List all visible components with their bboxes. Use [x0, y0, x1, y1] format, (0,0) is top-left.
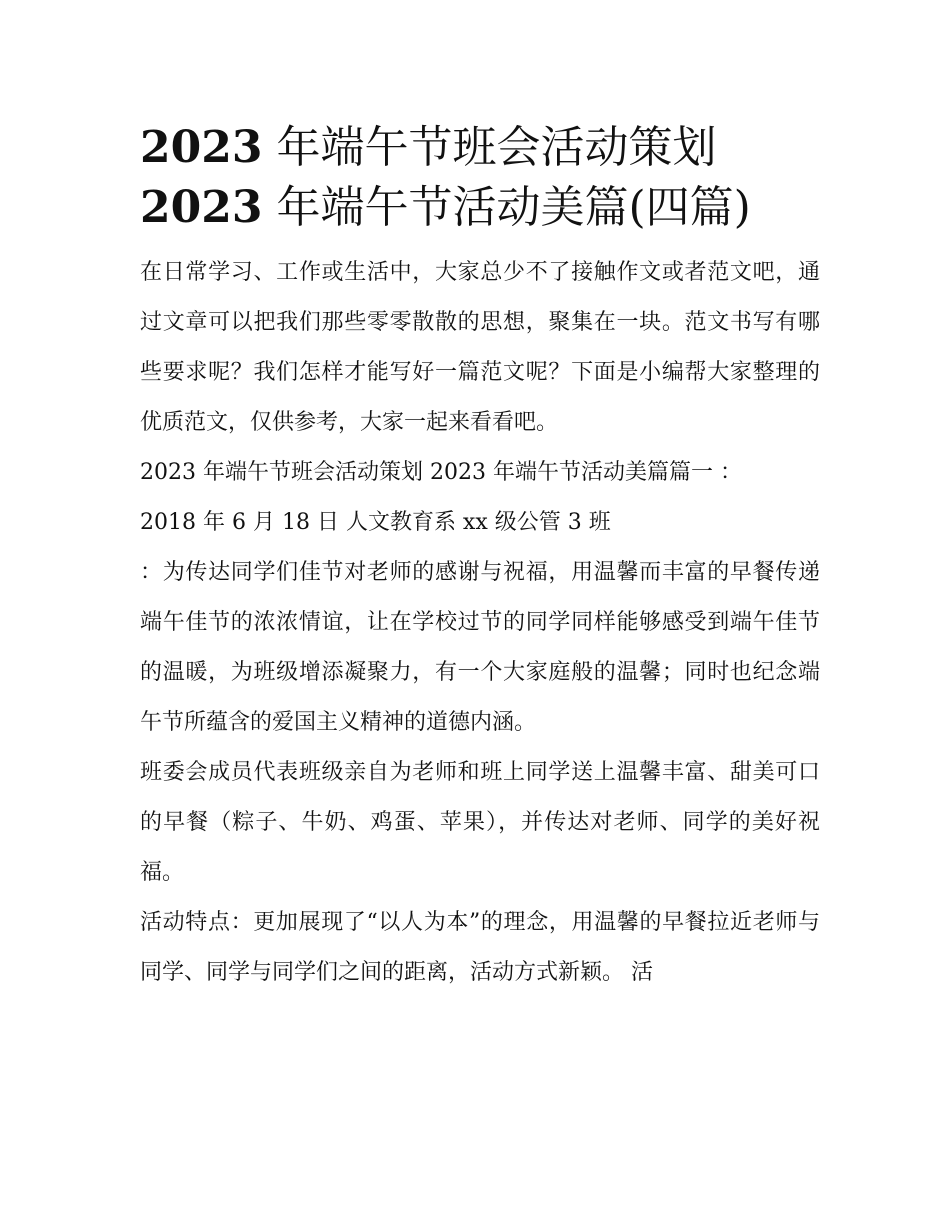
- features-paragraph: 活动特点：更加展现了“以人为本”的理念，用温馨的早餐拉近老师与同学、同学与同学们之间的距离，活动方式新颖。 活: [140, 910, 820, 985]
- section-heading: 2023 年端午节班会活动策划 2023 年端午节活动美篇篇一 ：: [140, 460, 742, 485]
- document-title: [140, 118, 820, 238]
- title-year-2: 2023: [140, 182, 263, 233]
- title-line-2: [140, 178, 820, 238]
- purpose-paragraph: ：为传达同学们佳节对老师的感谢与祝福，用温馨而丰富的早餐传递端午佳节的浓浓情谊，让在学校过节的同学同样能够感受到端午佳节的温暖，为班级增添凝聚力，有一个大家庭般的温馨；同时也纪念端午节所蕴含的爱国主义精神的道德内涵。: [140, 560, 820, 735]
- document-page: [140, 118, 820, 998]
- title-text-1: 年端午节班会活动策划: [276, 122, 717, 173]
- intro-paragraph: 在日常学习、工作或生活中，大家总少不了接触作文或者范文吧，通过文章可以把我们那些零零散散的思想，聚集在一块。范文书写有哪些要求呢？我们怎样才能写好一篇范文呢？下面是小编帮大家整理的优质范文，仅供参考，大家一起来看看吧。: [140, 260, 820, 435]
- title-line-1: [140, 118, 820, 178]
- event-info-line: 2018 年 6 月 18 日 人文教育系 xx 级公管 3 班: [140, 510, 611, 535]
- title-year-1: 2023: [140, 122, 263, 173]
- title-text-2: 年端午节活动美篇(四篇): [276, 182, 751, 233]
- content-paragraph: 班委会成员代表班级亲自为老师和班上同学送上温馨丰富、甜美可口的早餐（粽子、牛奶、鸡蛋、苹果），并传达对老师、同学的美好祝福。: [140, 760, 820, 885]
